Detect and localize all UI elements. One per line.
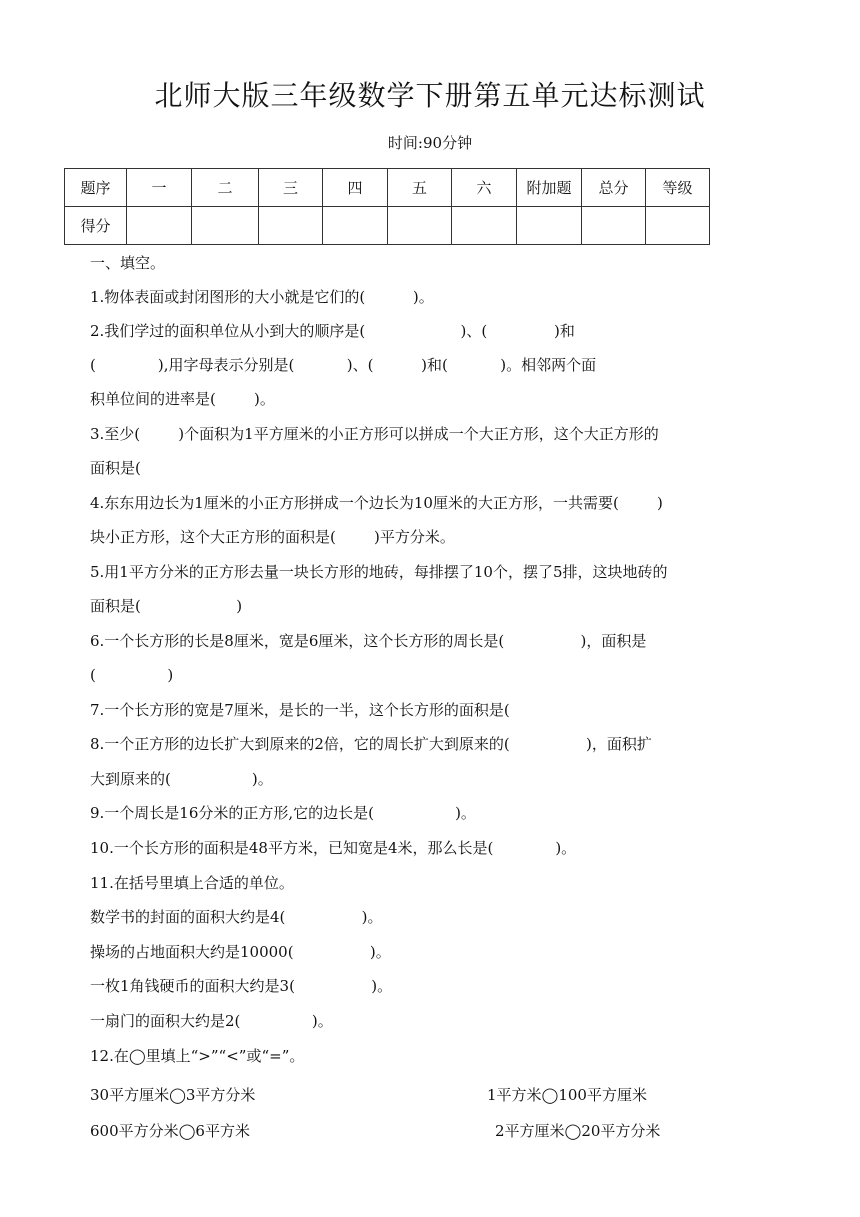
question-line: 8.一个正方形的边长扩大到原来的2倍，它的周长扩大到原来的( )，面积扩: [90, 735, 652, 753]
question-line: 6.一个长方形的长是8厘米，宽是6厘米，这个长方形的周长是( )，面积是: [90, 632, 647, 650]
question-line: 5.用1平方分米的正方形去量一块长方形的地砖，每排摆了10个，摆了5排，这块地砖的: [90, 563, 668, 581]
question-line: 大到原来的( )。: [90, 770, 273, 788]
header-cell-index: 题序: [65, 169, 127, 207]
score-cell[interactable]: [127, 207, 192, 245]
question-line: ( ),用字母表示分别是( )、( )和( )。相邻两个面: [90, 356, 597, 374]
score-table: [64, 168, 710, 245]
question-line: 一扇门的面积大约是2( )。: [90, 1012, 333, 1030]
question-line: 12.在◯里填上“>”“<”或“=”。: [90, 1047, 305, 1065]
section-heading-fill-blank: 一、填空。: [90, 254, 166, 272]
comparison-item: 1平方米◯100平方厘米: [487, 1086, 647, 1104]
question-line: 3.至少( )个面积为1平方厘米的小正方形可以拼成一个大正方形，这个大正方形的: [90, 425, 659, 443]
score-cell[interactable]: [323, 207, 388, 245]
question-line: 一枚1角钱硬币的面积大约是3( )。: [90, 977, 393, 995]
question-line: 1.物体表面或封闭图形的大小就是它们的( )。: [90, 288, 434, 306]
header-cell-6: 六: [452, 169, 517, 207]
comparison-item: 600平方分米◯6平方米: [90, 1122, 250, 1140]
question-line: 数学书的封面的面积大约是4( )。: [90, 908, 383, 926]
question-line: 9.一个周长是16分米的正方形,它的边长是( )。: [90, 804, 476, 822]
header-cell-2: 二: [192, 169, 259, 207]
question-line: 积单位间的进率是( )。: [90, 390, 275, 408]
header-cell-3: 三: [259, 169, 323, 207]
score-cell[interactable]: [517, 207, 582, 245]
question-line: 11.在括号里填上合适的单位。: [90, 874, 294, 892]
question-line: ( ): [90, 666, 174, 684]
score-table-header-row: [65, 169, 710, 207]
score-cell[interactable]: [259, 207, 323, 245]
question-line: 2.我们学过的面积单位从小到大的顺序是( )、( )和: [90, 322, 575, 340]
header-cell-1: 一: [127, 169, 192, 207]
question-line: 操场的占地面积大约是10000( )。: [90, 943, 391, 961]
question-line: 7.一个长方形的宽是7厘米，是长的一半，这个长方形的面积是(: [90, 701, 510, 719]
question-line: 面积是( ): [90, 597, 243, 615]
page-title: 北师大版三年级数学下册第五单元达标测试: [154, 79, 706, 112]
time-limit: 时间:90分钟: [387, 134, 473, 152]
score-cell[interactable]: [646, 207, 710, 245]
score-cell[interactable]: [192, 207, 259, 245]
header-cell-bonus: 附加题: [517, 169, 582, 207]
header-cell-grade: 等级: [646, 169, 710, 207]
score-row-label: 得分: [65, 207, 127, 245]
score-cell[interactable]: [582, 207, 646, 245]
score-table-score-row: [65, 207, 710, 245]
score-cell[interactable]: [452, 207, 517, 245]
comparison-item: 2平方厘米◯20平方分米: [495, 1122, 661, 1140]
comparison-item: 30平方厘米◯3平方分米: [90, 1086, 256, 1104]
question-line: 10.一个长方形的面积是48平方米，已知宽是4米，那么长是( )。: [90, 839, 577, 857]
header-cell-5: 五: [388, 169, 452, 207]
score-cell[interactable]: [388, 207, 452, 245]
question-line: 面积是(: [90, 459, 141, 477]
header-cell-total: 总分: [582, 169, 646, 207]
header-cell-4: 四: [323, 169, 388, 207]
question-line: 4.东东用边长为1厘米的小正方形拼成一个边长为10厘米的大正方形，一共需要( ): [90, 494, 663, 512]
question-line: 块小正方形，这个大正方形的面积是( )平方分米。: [90, 528, 455, 546]
